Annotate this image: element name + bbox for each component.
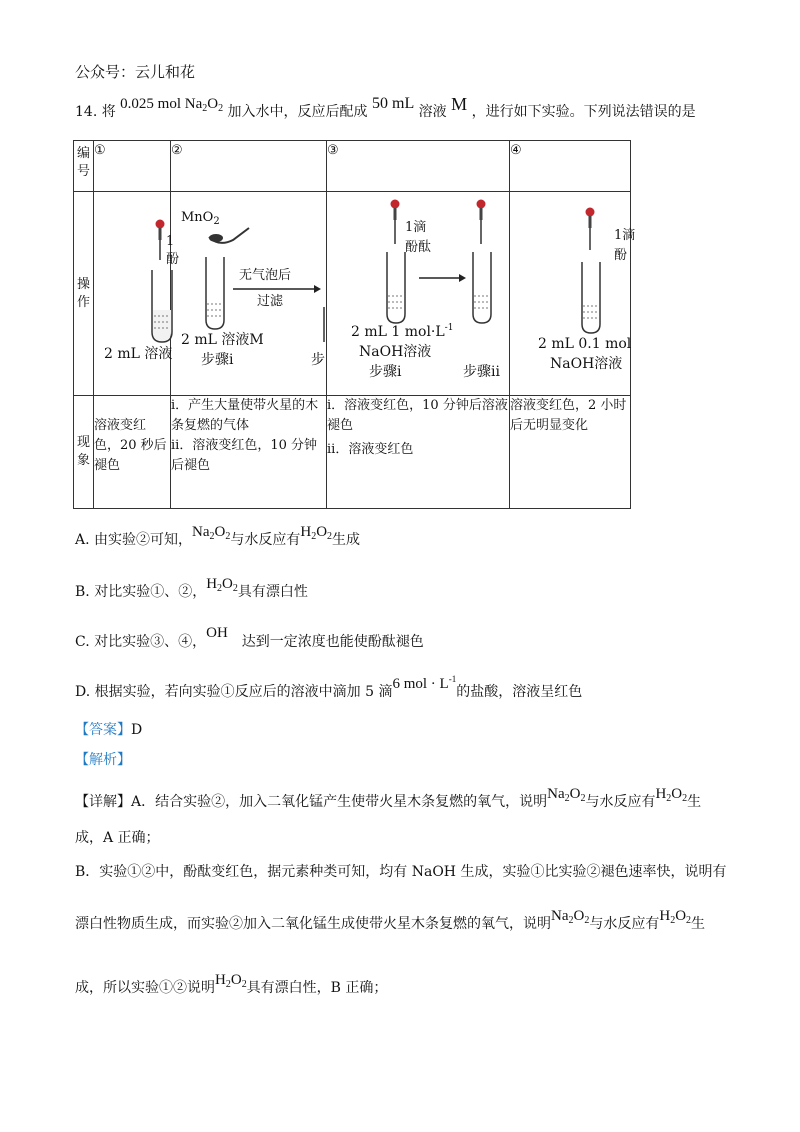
option-c: C. 对比实验③、④，OH达到一定浓度也能使酚酞褪色	[75, 625, 424, 650]
id-label-cell: 编号	[74, 141, 94, 192]
id-4: ④	[510, 141, 631, 192]
analysis-label: 【解析】	[75, 752, 131, 768]
question-volume: 50 mL	[372, 95, 415, 112]
op-1: 1 酚 2 mL 溶液	[94, 192, 171, 396]
option-a: A. 由实验②可知，$Na_2O_2$与水反应有$H_2O_2$生成	[75, 524, 361, 548]
op-3: 1滴 酚酞 2 mL 1 $mol\cdot L^{-1}$ NaOH溶液 步骤ⅰ 步骤ii	[327, 192, 510, 396]
id-2: ②	[171, 141, 327, 192]
experiment-table	[73, 140, 636, 509]
option-b: B. 对比实验①、②，$H_2O_2$具有漂白性	[75, 576, 308, 600]
obs-1: 溶液变红色，20 秒后褪色	[94, 396, 171, 509]
id-3: ③	[327, 141, 510, 192]
answer-line: 【答案】D	[75, 722, 143, 738]
question-stem: 14. 将 0.025 mol $Na_2O_2$ 加入水中，反应后配成 50 mL 溶液 M ，进行如下实验。下列说法错误的是	[75, 94, 696, 120]
obs-label-cell: 现象	[74, 396, 94, 509]
mno2-label: MnO$_2$	[181, 210, 220, 227]
option-d: D. 根据实验，若向实验①反应后的溶液中滴加 5 滴6 mol · $L^{-1}$的盐酸，溶液呈红色	[75, 674, 583, 700]
obs-3: i．溶液变红色，10 分钟后溶液褪色 ii．溶液变红色	[327, 396, 510, 509]
detail-line-3: B．实验①②中，酚酞变红色，据元素种类可知，均有 NaOH 生成，实验①比实验②褪色速率快，说明有	[75, 864, 727, 880]
id-1: ①	[94, 141, 171, 192]
detail-line-2: 成，A 正确；	[75, 830, 160, 846]
detail-line-1: 【详解】A．结合实验②，加入二氧化锰产生使带火星木条复燃的氧气，说明$Na_2O_2$与水反应有$H_2O_2$生	[75, 786, 702, 810]
op-4: 1滴 酚 2 mL 0.1 mol NaOH溶液	[510, 192, 631, 396]
test-tube-diagram-1	[94, 192, 170, 395]
obs-4: 溶液变红色，2 小时后无明显变化	[510, 396, 631, 509]
detail-line-4: 漂白性物质生成，而实验②加入二氧化锰生成使带火星木条复燃的氧气，说明$Na_2O_2$与水反应有$H_2O_2$生	[75, 908, 706, 932]
obs-2: i．产生大量使带火星的木条复燃的气体 ii．溶液变红色，10 分钟后褪色	[171, 396, 327, 509]
op-label-cell: 操作	[74, 192, 94, 396]
question-solution-var: M	[451, 94, 468, 114]
detail-line-5: 成，所以实验①②说明$H_2O_2$具有漂白性，B 正确；	[75, 972, 388, 996]
question-amount: 0.025 mol $Na_2O_2$	[120, 96, 224, 114]
question-number: 14.	[75, 104, 98, 120]
source-header: 公众号：云儿和花	[75, 63, 196, 81]
op3-sample: 2 mL 1 $mol\cdot L^{-1}$	[351, 323, 454, 340]
op-2: MnO$_2$ 无气泡后 过滤 2 mL 溶液M 步骤ⅰ 步	[171, 192, 327, 396]
